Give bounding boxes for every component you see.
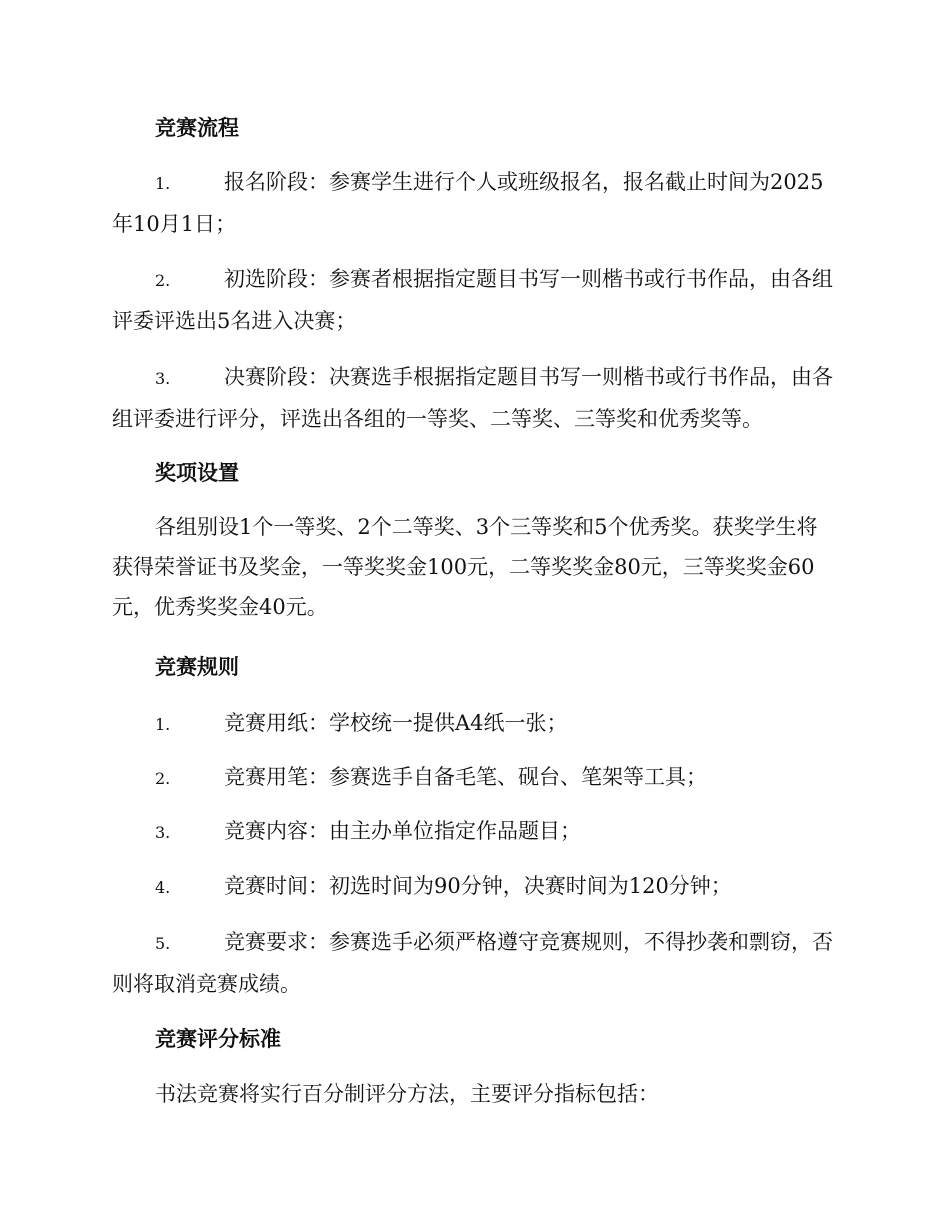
- process-item-2: [112, 259, 834, 341]
- rules-item-4: [112, 866, 834, 908]
- list-item-text: 竞赛用笔：参赛选手自备毛笔、砚台、笔架等工具；: [224, 765, 707, 789]
- list-item-text: 竞赛时间：初选时间为90分钟，决赛时间为120分钟；: [224, 874, 732, 898]
- rules-item-1: [112, 703, 834, 745]
- list-item-text: 竞赛要求：参赛选手必须严格遵守竞赛规则，不得抄袭和剽窃，否则将取消竞赛成绩。: [112, 930, 833, 996]
- list-number: 2.: [155, 769, 171, 788]
- list-number: 2.: [155, 271, 171, 290]
- awards-paragraph: 各组别设1个一等奖、2个二等奖、3个三等奖和5个优秀奖。获奖学生将获得荣誉证书及奖金，一等奖奖金100元，二等奖奖金80元，三等奖奖金60元，优秀奖奖金40元。: [112, 515, 818, 619]
- list-number: 3.: [155, 369, 171, 388]
- rules-item-2: [112, 757, 834, 799]
- list-number: 5.: [155, 934, 171, 953]
- scoring-paragraph: 书法竞赛将实行百分制评分方法，主要评分指标包括：: [155, 1082, 659, 1106]
- section-heading-rules: 竞赛规则: [155, 654, 239, 679]
- list-item-text: 竞赛内容：由主办单位指定作品题目；: [224, 819, 581, 843]
- rules-item-3: [112, 811, 834, 853]
- section-heading-process: 竞赛流程: [155, 115, 239, 140]
- process-item-3: [112, 357, 834, 439]
- list-item-text: 竞赛用纸：学校统一提供A4纸一张；: [224, 711, 568, 735]
- list-number: 3.: [155, 823, 171, 842]
- list-number: 4.: [155, 878, 171, 897]
- list-item-text: 决赛阶段：决赛选手根据指定题目书写一则楷书或行书作品，由各组评委进行评分，评选出各组的一等奖、二等奖、三等奖和优秀奖等。: [112, 365, 833, 431]
- process-item-1: [112, 162, 834, 244]
- section-heading-awards: 奖项设置: [155, 460, 239, 485]
- section-heading-scoring: 竞赛评分标准: [155, 1026, 281, 1051]
- list-item-text: 报名阶段：参赛学生进行个人或班级报名，报名截止时间为2025年10月1日；: [112, 170, 824, 236]
- rules-item-5: [112, 922, 834, 1004]
- list-number: 1.: [155, 174, 171, 193]
- list-number: 1.: [155, 715, 171, 734]
- list-item-text: 初选阶段：参赛者根据指定题目书写一则楷书或行书作品，由各组评委评选出5名进入决赛；: [112, 267, 833, 333]
